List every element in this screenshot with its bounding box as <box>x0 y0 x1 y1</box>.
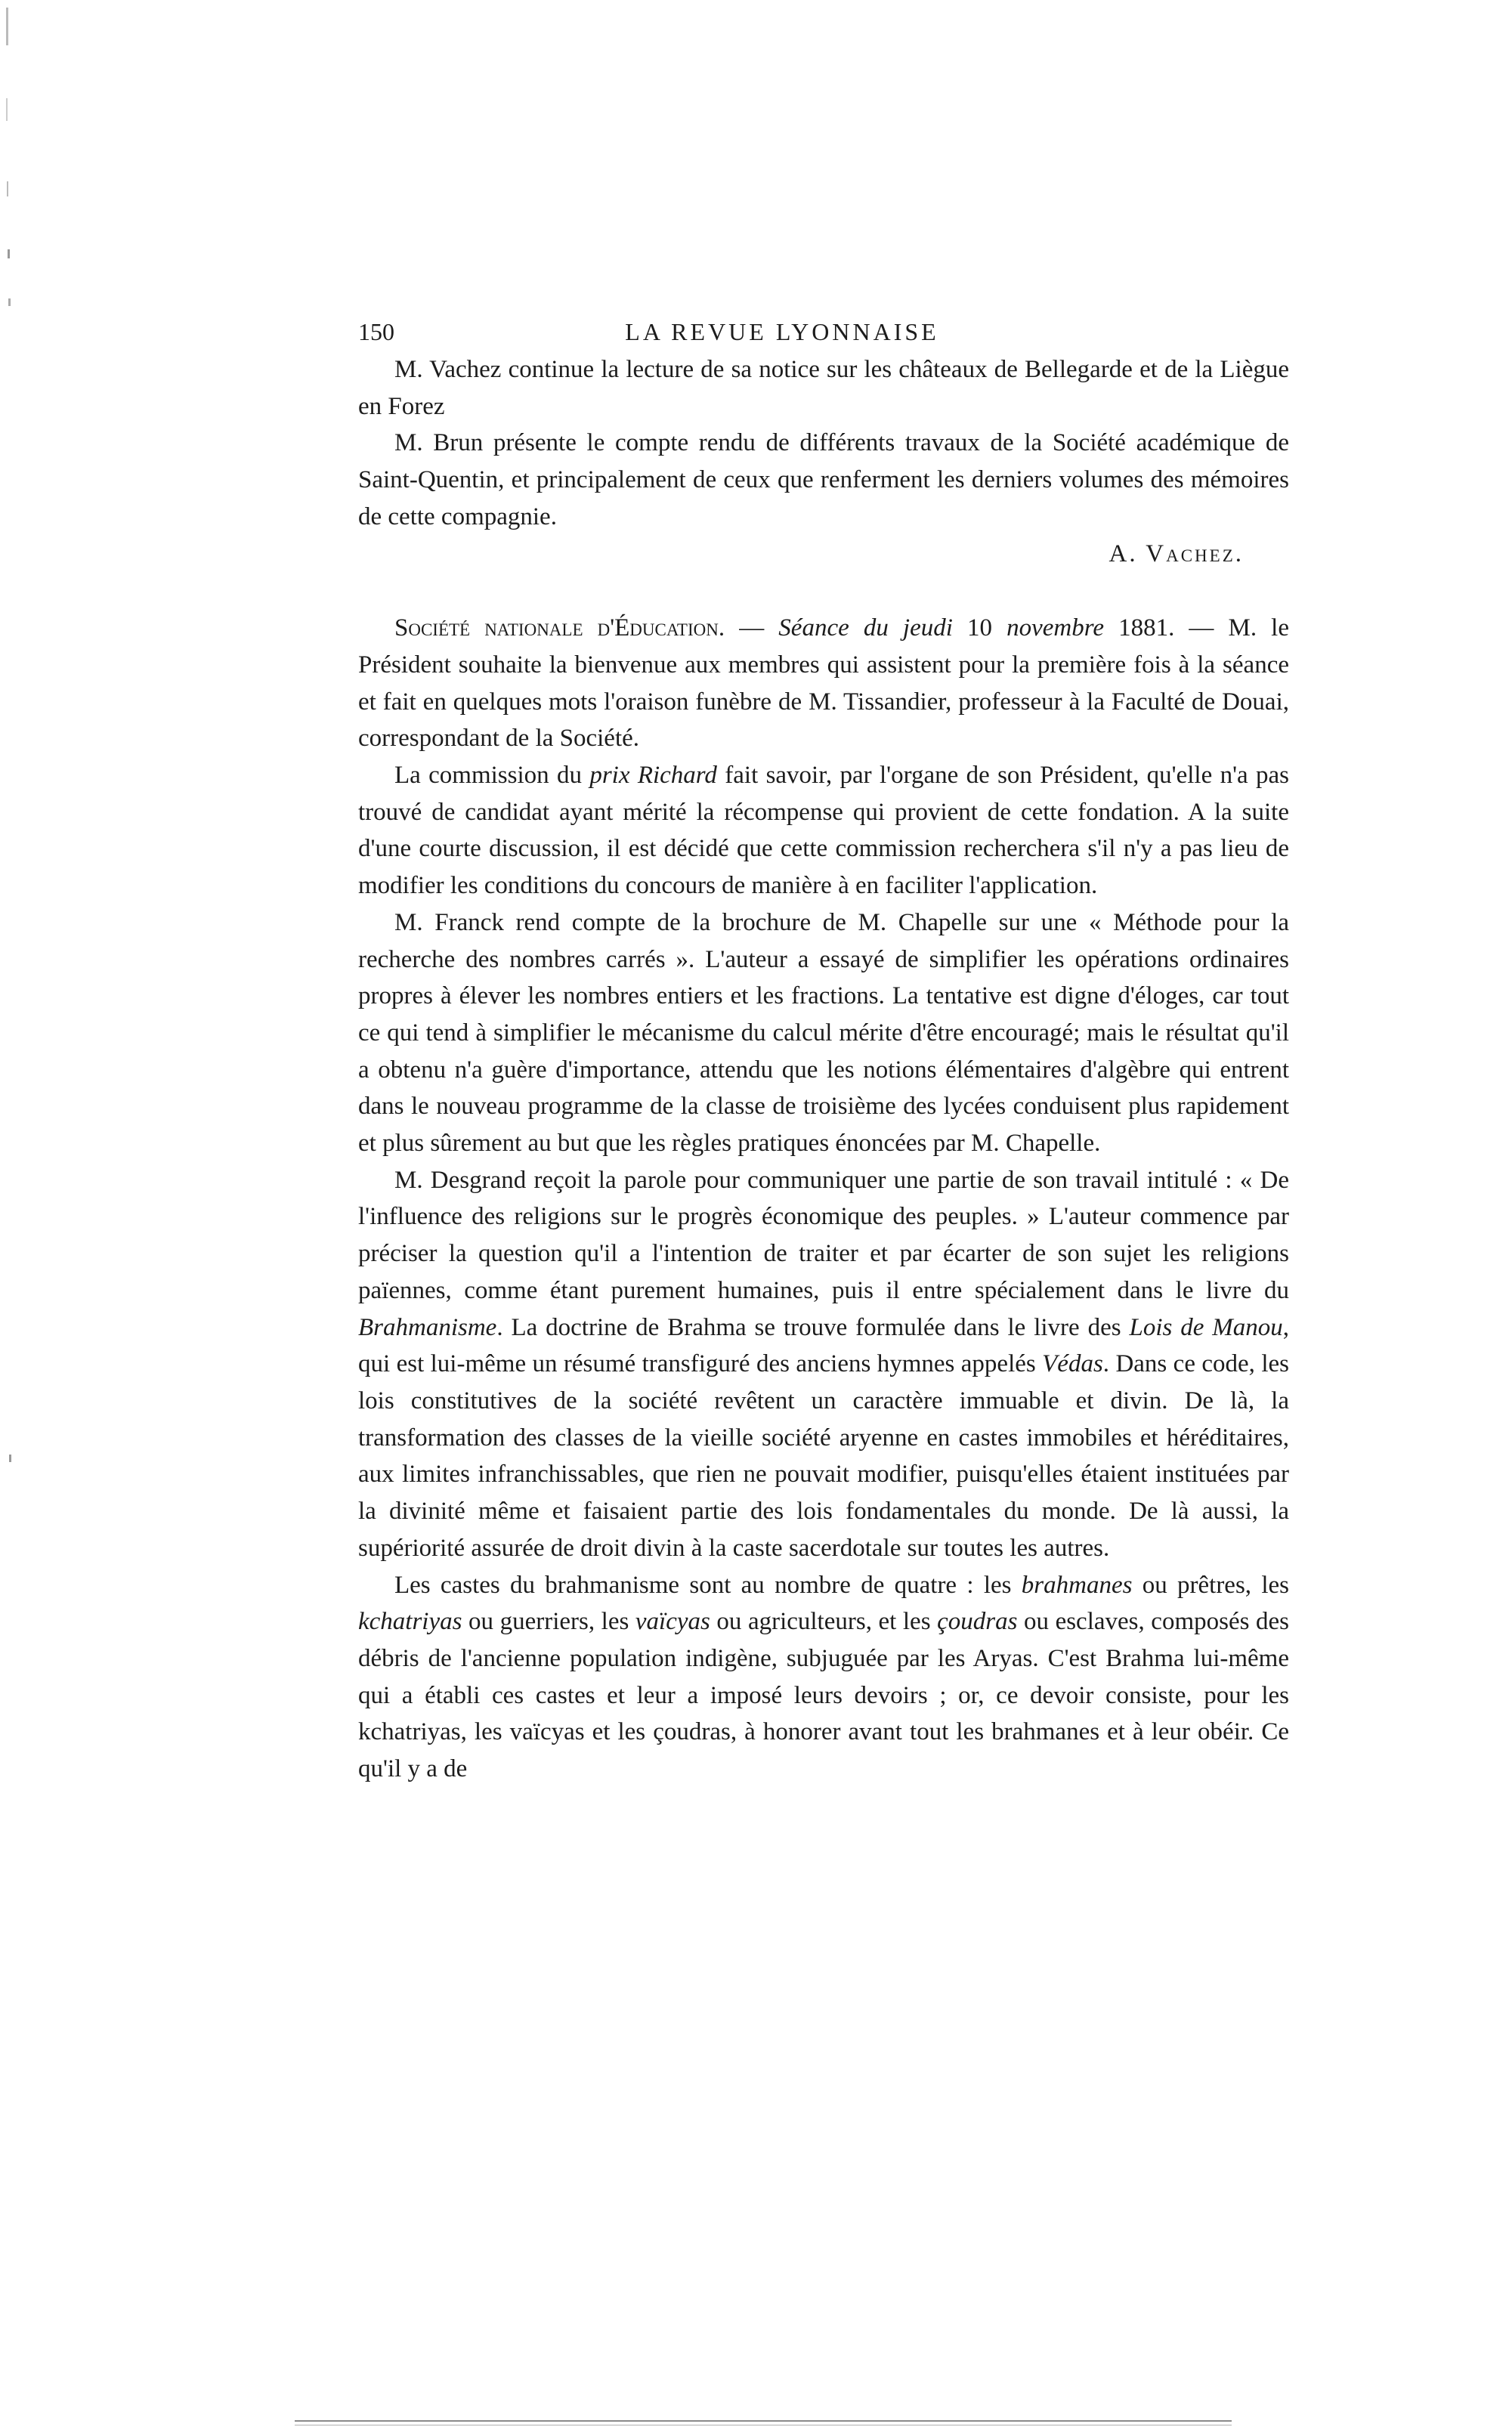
castes-part5: ou esclaves, composés des débris de l'ancienne population indigène, subjuguée par les Aryas. C'est Brahma lui-même qui a établi ces castes et leur a imposé leurs devoirs ; or, ce devoir consiste, pour les kchatriyas, les vaïcyas et les çoudras, à honorer avant tout les brahmanes et à leur obéir. Ce qu'il y a de <box>358 1608 1290 1783</box>
term-vedas: Védas <box>1042 1350 1103 1378</box>
desgrand-part4: . Dans ce code, les lois constitutives de la société revêtent un caractère immuable et divin. De là, la transformation des classes de la vieille société aryenne en castes immobiles et héréditaires, aux limites infranchissables, que rien ne pouvait modifier, puisqu'elles étaient instituées par la divinité même et faisaient partie des lois fondamentales du monde. De là aussi, la supériorité assurée de droit divin à la caste sacerdotale sur toutes les autres. <box>358 1350 1289 1562</box>
prix-before: La commission du <box>394 762 590 790</box>
society-name: Société nationale d'Éducation. <box>394 614 725 642</box>
page-content <box>358 314 1289 1788</box>
date-month: novembre <box>1006 614 1104 642</box>
term-lois-de-manou: Lois de Manou <box>1129 1313 1283 1341</box>
castes-part4: ou agriculteurs, et les <box>710 1608 938 1636</box>
desgrand-part1: M. Desgrand reçoit la parole pour communiquer une partie de son travail intitulé : « De l'influence des religions sur le progrès économique des peuples. » L'auteur commence par préciser la question qu'il a l'intention de traiter et par écarter de son sujet les religions païennes, comme étant purement humaines, puis il entre spécialement dans le livre du <box>358 1166 1289 1304</box>
page-number: 150 <box>358 318 394 345</box>
signature <box>358 536 1289 573</box>
section-heading-paragraph <box>358 610 1289 757</box>
prix-richard-name: prix Richard <box>589 762 717 790</box>
term-coudras: çoudras <box>937 1608 1018 1636</box>
heading-dash: — <box>725 614 779 642</box>
page-edge-specks <box>0 0 30 1965</box>
section-gap <box>358 572 1289 610</box>
desgrand-part3: , qui est lui-même un résumé transfiguré des anciens hymnes appelés <box>358 1313 1289 1378</box>
prix-after: fait savoir, par l'organe de son Président, qu'elle n'a pas trouvé de candidat ayant mérité la récompense qui provient de cette fondation. A la suite d'une courte discussion, il est décidé que cette commission recherchera s'il n'y a pas lieu de modifier les conditions du concours de manière à en faciliter l'application. <box>358 762 1290 900</box>
paragraph-brun-report: M. Brun présente le compte rendu de différents travaux de la Société académique de Saint-Quentin, et principalement de ceux que renferment les derniers volumes des mémoires de cette compagnie. <box>358 429 1289 530</box>
castes-part2: ou prêtres, les <box>1132 1571 1289 1599</box>
desgrand-part2: . La doctrine de Brahma se trouve formulée dans le livre des <box>496 1313 1130 1341</box>
paragraph-franck-review: M. Franck rend compte de la brochure de M. Chapelle sur une « Méthode pour la recherche des nombres carrés ». L'auteur a essayé de simplifier les opérations ordinaires propres à élever les nombres entiers et les fractions. La tentative est digne d'éloges, car tout ce qui tend à simplifier le mécanisme du calcul mérite d'être encouragé; mais le résultat qu'il a obtenu n'a guère d'importance, attendu que les notions élémentaires d'algèbre qui entrent dans le nouveau programme de la classe de troisième des lycées conduisent plus rapidement et plus sûrement au but que les règles pratiques énoncées par M. Chapelle. <box>358 908 1289 1158</box>
term-kchatriyas: kchatriyas <box>358 1608 462 1636</box>
castes-part1: Les castes du brahmanisme sont au nombre de quatre : les <box>394 1571 1022 1599</box>
term-vaicyas: vaïcyas <box>635 1608 710 1636</box>
term-brahmanisme: Brahmanisme <box>358 1313 497 1341</box>
seance-label: Séance du jeudi <box>778 614 953 642</box>
bottom-edge-rule <box>295 2420 1232 2422</box>
signature-text: A. Vachez. <box>1108 539 1244 567</box>
running-header <box>358 314 1289 351</box>
president-welcome-text: M. le Président souhaite la bienvenue aux membres qui assistent pour la première fois à la séance et fait en quelques mots l'oraison funèbre de M. Tissandier, professeur à la Faculté de Douai, correspondant de la Société. <box>358 614 1289 753</box>
paragraph-castes <box>358 1567 1289 1788</box>
term-brahmanes: brahmanes <box>1021 1571 1133 1599</box>
running-title: LA REVUE LYONNAISE <box>625 318 939 345</box>
paragraph-vachez-notice: M. Vachez continue la lecture de sa notice sur les châteaux de Bellegarde et de la Liègue en Forez <box>358 356 1289 420</box>
castes-part3: ou guerriers, les <box>462 1608 635 1636</box>
date-number: 10 <box>952 614 1007 642</box>
paragraph-prix-richard <box>358 757 1289 904</box>
date-year: 1881. — <box>1103 614 1229 642</box>
paragraph-desgrand <box>358 1162 1289 1567</box>
